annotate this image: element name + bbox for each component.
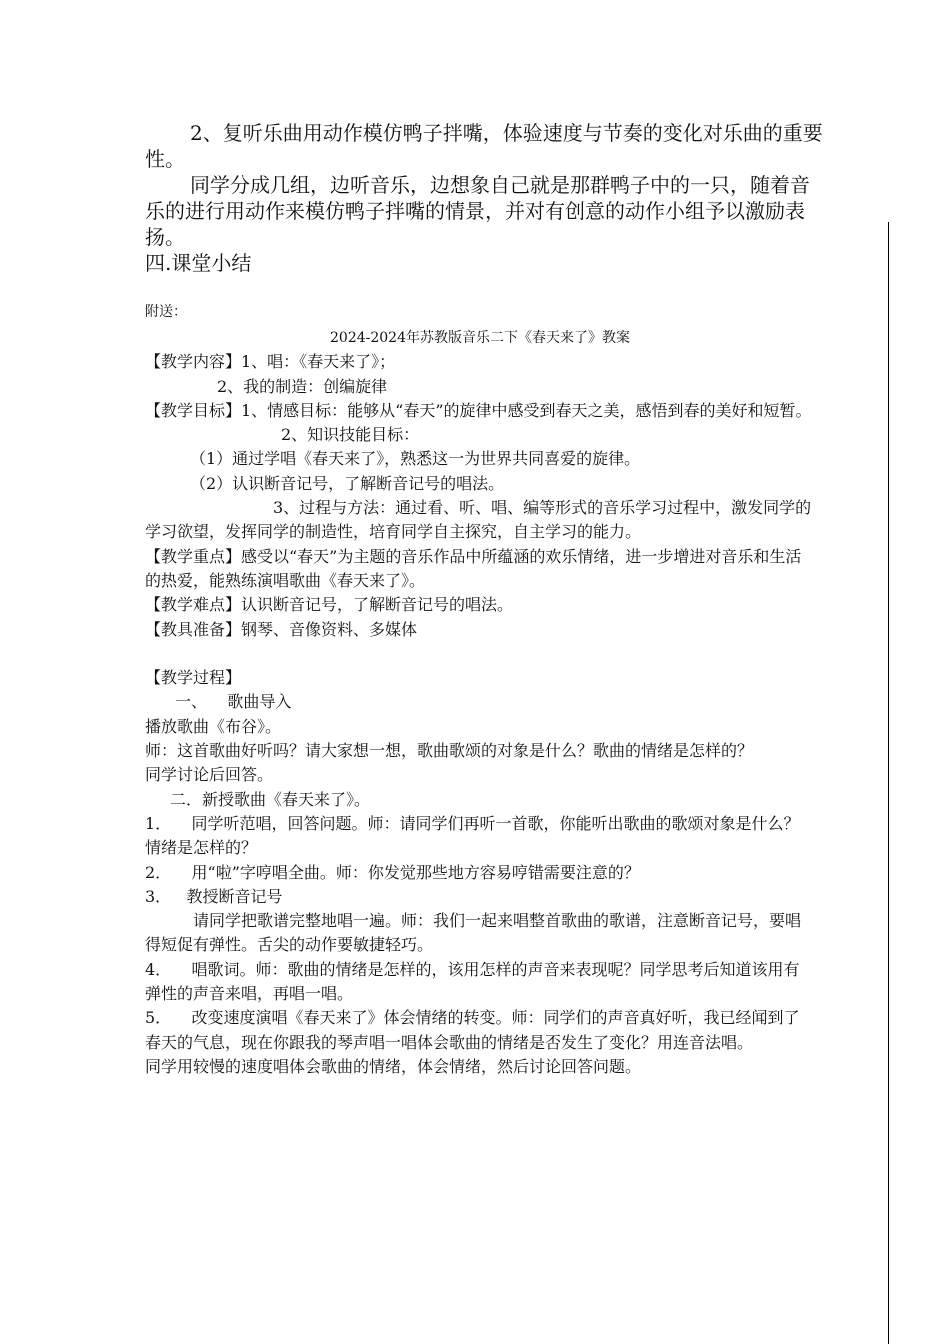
step-2-closing: 同学用较慢的速度唱体会歌曲的情绪，体会情绪，然后讨论回答问题。 xyxy=(145,1056,642,1076)
step-2-item-2: 2． 用“啦”字哼唱全曲。师：你发觉那些地方容易哼错需要注意的？ xyxy=(145,862,640,882)
step-2-item-3-detail: 请同学把歌谱完整地唱一遍。师：我们一起来唱整首歌曲的歌谱，注意断音记号，要唱得短促有弹性。舌尖的动作要敏捷轻巧。 xyxy=(145,911,802,955)
step-2-item-3: 3． 教授断音记号 xyxy=(145,886,283,906)
teaching-difficulty: 【教学难点】认识断音记号，了解断音记号的唱法。 xyxy=(145,595,514,615)
lesson-plan-title: 2024-2024年苏教版音乐二下《春天来了》教案 xyxy=(330,330,630,346)
step-2-item-1: 1． 同学听范唱，回答问题。师：请同学们再听一首歌，你能听出歌曲的歌颂对象是什么？情绪是怎样的？ xyxy=(145,813,800,858)
step-2-item-4: 4． 唱歌词。师：歌曲的情绪是怎样的，该用怎样的声音来表现呢？同学思考后知道该用有弹性的声音来唱，再唱一唱。 xyxy=(145,959,800,1004)
teaching-goal-skill-1: （1）通过学唱《春天来了》，熟悉这一为世界共同喜爱的旋律。 xyxy=(190,449,641,469)
lesson-plan xyxy=(145,326,815,1079)
page-border-line xyxy=(888,222,889,1344)
step-2-item-5: 5． 改变速度演唱《春天来了》体会情绪的转变。师：同学们的声音真好听，我已经闻到了春天的气息，现在你跟我的琴声唱一唱体会歌曲的情绪是否发生了变化？用连音法唱。 xyxy=(145,1008,800,1052)
teaching-content-item-2: 2、我的制造：创编旋律 xyxy=(217,376,388,396)
teaching-goal-skill-2: （2）认识断音记号，了解断音记号的唱法。 xyxy=(190,473,505,493)
teaching-process-heading: 【教学过程】 xyxy=(145,668,242,688)
teaching-key-point: 【教学重点】感受以“春天”为主题的音乐作品中所蕴涵的欢乐情绪，进一步增进对音乐和生活的热爱，能熟练演唱歌曲《春天来了》。 xyxy=(145,546,802,590)
paragraph-review-music: 2、复听乐曲用动作模仿鸭子拌嘴，体验速度与节奏的变化对乐曲的重要性。 xyxy=(145,121,823,171)
step-2-heading: 二．新授歌曲《春天来了》。 xyxy=(170,789,371,809)
paragraph-group-activity: 同学分成几组，边听音乐，边想象自己就是那群鸭子中的一只，随着音乐的进行用动作来模仿鸭子拌嘴的情景，并对有创意的动作小组予以激励表扬。 xyxy=(145,173,810,249)
step-1-play-song: 播放歌曲《布谷》。 xyxy=(145,716,282,736)
step-1-heading: 一、 歌曲导入 xyxy=(175,692,292,712)
step-1-teacher-question: 师：这首歌曲好听吗？请大家想一想，歌曲歌颂的对象是什么？歌曲的情绪是怎样的？ xyxy=(145,741,754,761)
teaching-goal: 【教学目标】1、情感目标：能够从“春天”的旋律中感受到春天之美，感悟到春的美好和短暂。 xyxy=(145,400,812,420)
teaching-content: 【教学内容】1、唱：《春天来了》； xyxy=(145,352,396,372)
section-heading-summary: 四.课堂小结 xyxy=(145,251,252,275)
blank-line xyxy=(145,642,815,666)
teaching-materials: 【教具准备】钢琴、音像资料、多媒体 xyxy=(145,619,418,639)
teaching-goal-process: 3、过程与方法：通过看、听、唱、编等形式的音乐学习过程中，激发同学的学习欲望，发挥同学的制造性，培育同学自主探究，自主学习的能力。 xyxy=(145,498,812,542)
appendix-label: 附送： xyxy=(145,304,187,320)
step-1-student-answer: 同学讨论后回答。 xyxy=(145,765,274,785)
teaching-goal-skills: 2、知识技能目标： xyxy=(281,425,420,445)
top-section xyxy=(145,120,825,276)
